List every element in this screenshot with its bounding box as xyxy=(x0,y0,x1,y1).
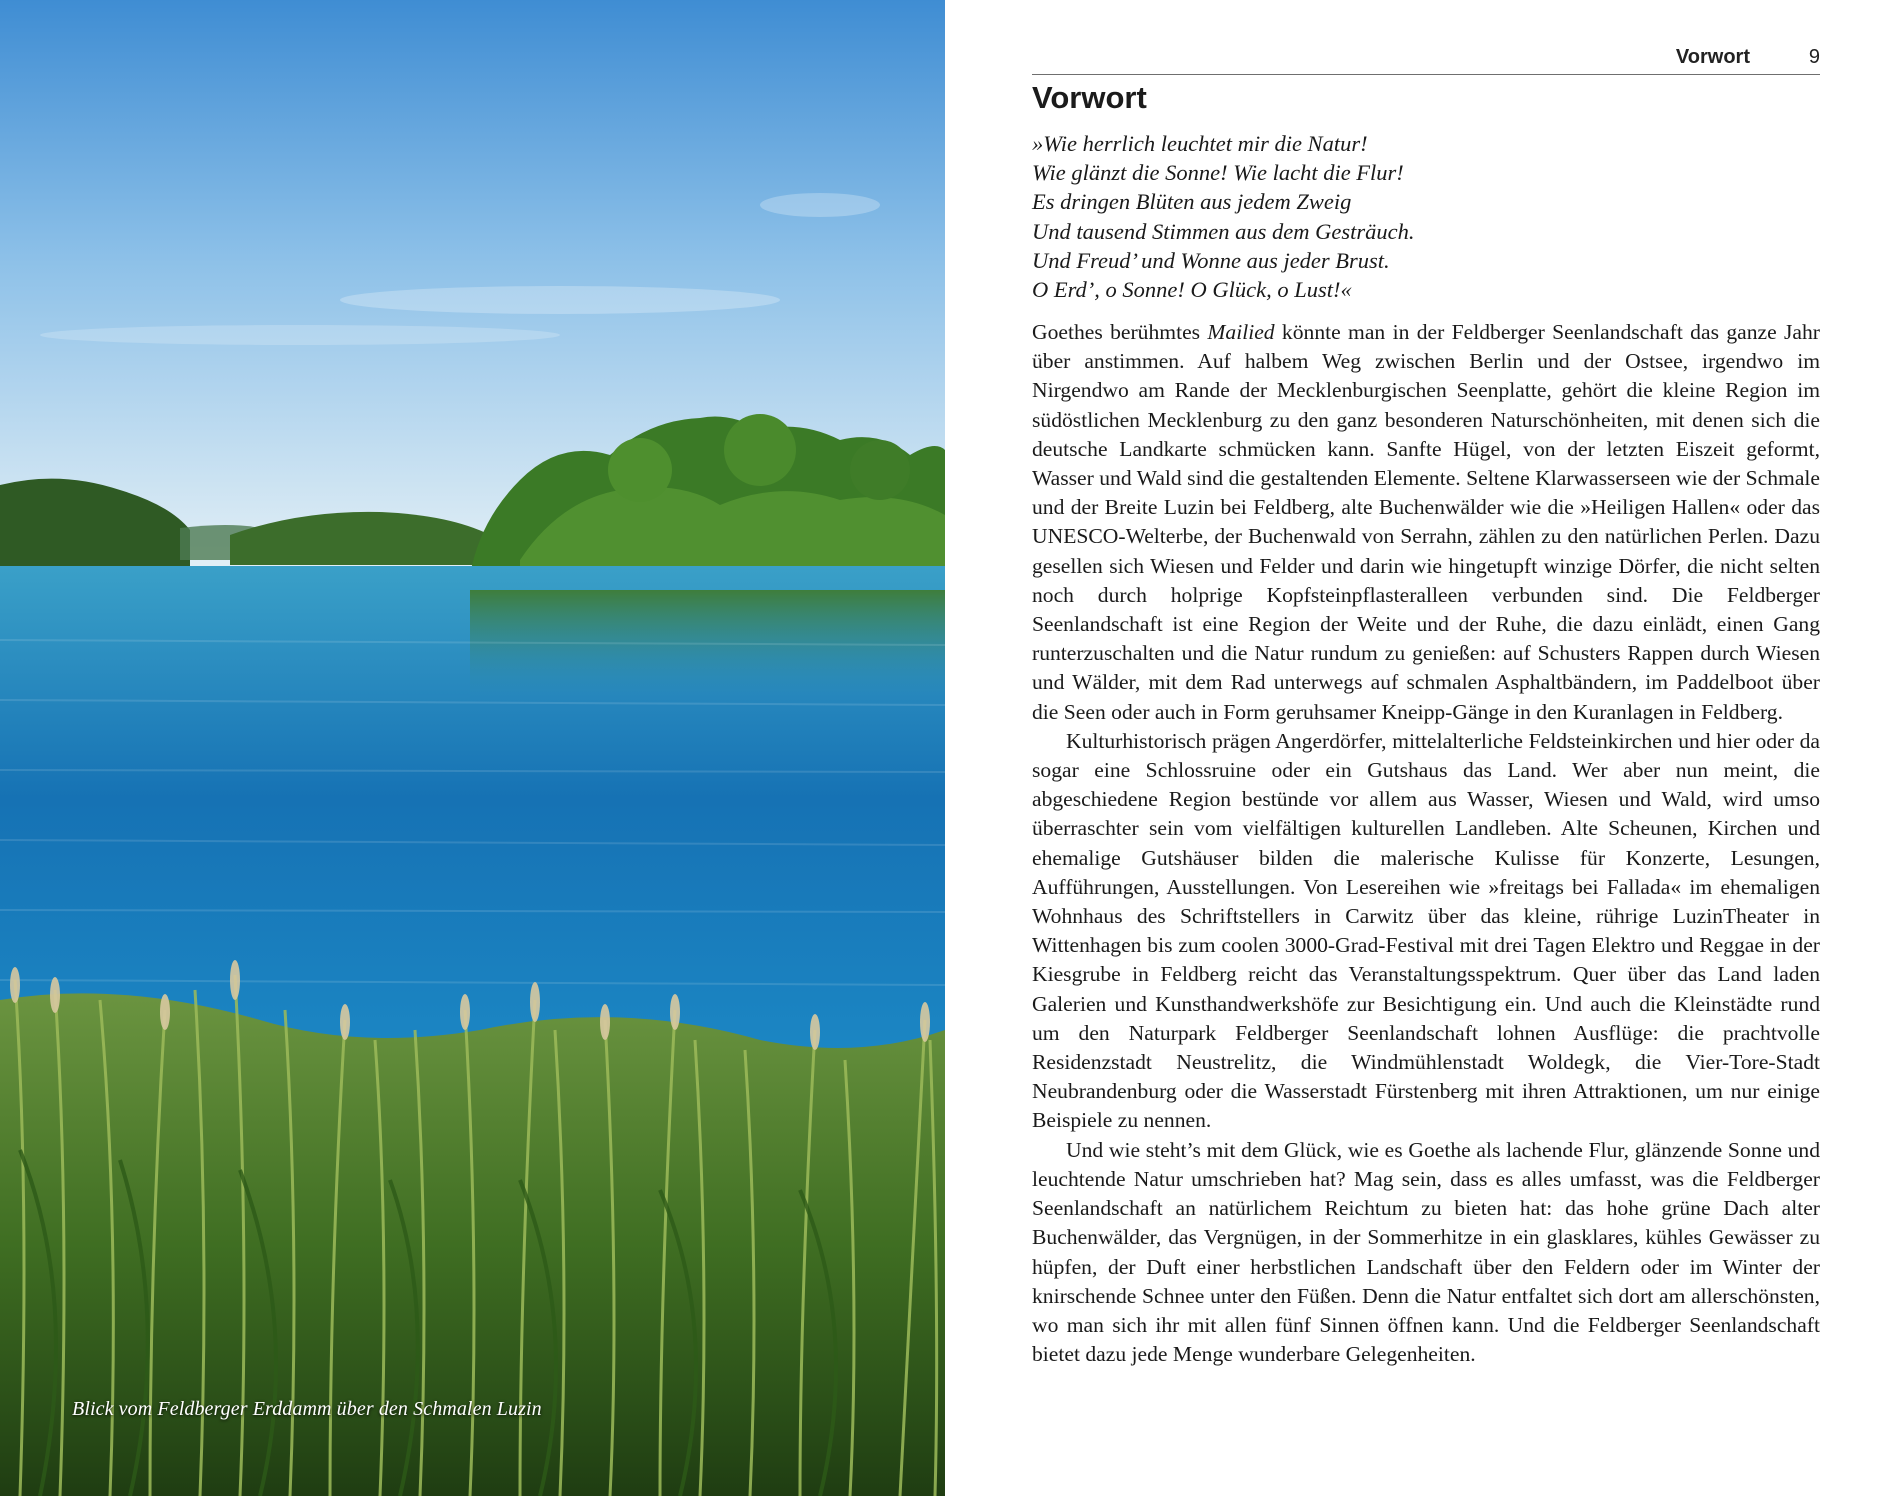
page-number: 9 xyxy=(1808,46,1820,68)
running-head-title: Vorwort xyxy=(1675,46,1750,68)
poem-line: Und Freud’ und Wonne aus jeder Brust. xyxy=(1032,247,1390,273)
paragraph-2: Kulturhistorisch prägen Angerdörfer, mittelalterliche Feldsteinkirchen und hier oder da sogar eine Schlossruine oder ein Gutshaus das Land. Wer aber nun meint, die abgeschiedene Region bestünde vor allem aus Wasser, Wiesen und Wald, wird umso überraschter sein vom vielfältigen kulturellen Landleben. Alte Scheunen, Kirchen und ehemalige Gutshäuser bilden die malerische Kulisse für Konzerte, Lesungen, Aufführungen, Ausstellungen. Von Lesereihen wie »freitags bei Fallada« im ehemaligen Wohnhaus des Schriftstellers in Carwitz über das kleine, rührige LuzinTheater in Wittenhagen bis zum coolen 3000-Grad-Festival mit drei Tagen Elektro und Reggae in der Kiesgrube in Feldberg reicht das Veranstaltungsspektrum. Quer über das Land laden Galerien und Kunsthandwerkshöfe zur Besichtigung ein. Und auch die Kleinstädte rund um den Naturpark Feldberger Seenlandschaft lohnen Ausflüge: die prachtvolle Residenzstadt Neustrelitz, die Windmühlenstadt Woldegk, die Vier-Tore-Stadt Neubrandenburg oder die Wasserstadt Fürstenberg mit ihren Attraktionen, um nur einige Beispiele zu nennen. xyxy=(1032,728,1820,1133)
poem-quote xyxy=(1032,129,1820,304)
poem-line: Es dringen Blüten aus jedem Zweig xyxy=(1032,189,1352,215)
poem-line: Und tausend Stimmen aus dem Gesträuch. xyxy=(1032,218,1415,244)
poem-line: Wie glänzt die Sonne! Wie lacht die Flur! xyxy=(1032,160,1404,186)
paragraph-1-start: Goethes berühmtes xyxy=(1032,320,1208,344)
paragraph-3: Und wie steht’s mit dem Glück, wie es Goethe als lachende Flur, glänzende Sonne und leuchtende Natur umschrieben hat? Mag sein, dass es alles umfasst, was die Feldberger Seenlandschaft an natürlichem Reichtum zu bieten hat: das hohe grüne Dach alter Buchenwälder, das Vergnügen, in der Sommerhitze in ein glasklares, kühles Gewässer zu hüpfen, der Duft einer herbstlichen Landschaft über den Feldern oder im Winter der knirschende Schnee unter den Füßen. Denn die Natur entfaltet sich dort am allerschönsten, wo man sich ihr mit allen fünf Sinnen öffnen kann. Und die Feldberger Seenlandschaft bietet dazu jede Menge wunderbare Gelegenheiten. xyxy=(1032,1137,1820,1367)
running-head xyxy=(1032,46,1820,75)
paragraph-1 xyxy=(1032,318,1820,727)
chapter-title: Vorwort xyxy=(1032,80,1147,115)
poem-line: »Wie herrlich leuchtet mir die Natur! xyxy=(1032,131,1368,156)
body-text xyxy=(1032,318,1820,1369)
text-page xyxy=(1032,0,1820,1496)
work-title-mailied: Mailied xyxy=(1207,320,1275,344)
photo-caption: Blick vom Feldberger Erddamm über den Schmalen Luzin xyxy=(72,1398,542,1420)
poem-line: O Erd’, o Sonne! O Glück, o Lust!« xyxy=(1032,277,1352,303)
paragraph-1-rest: könnte man in der Feldberger Seenlandschaft das ganze Jahr über anstimmen. Auf halbem Weg zwischen Berlin und der Ostsee, irgendwo im Nirgendwo am Rande der Mecklenburgischen Seenplatte, gehört die kleine Region im südöstlichen Mecklenburg zu den ganz besonderen Naturschönheiten, mit denen sich die deutsche Landkarte schmücken kann. Sanfte Hügel, von der letzten Eiszeit geformt, Wasser und Wald sind die gestaltenden Elemente. Seltene Klarwasserseen wie der Schmale und der Breite Luzin bei Feldberg, alte Buchenwälder wie die »Heiligen Hallen« oder das UNESCO-Welterbe, der Buchenwald von Serrahn, zählen zu den natürlichen Perlen. Dazu gesellen sich Wiesen und Felder und darin wie hingetupft winzige Dörfer, die nicht selten noch durch holprige Kopfsteinpflasteralleen verbunden sind. Die Feldberger Seenlandschaft ist eine Region der Weite und der Ruhe, die dazu einlädt, einen Gang runterzuschalten und die Natur rundum zu genießen: auf Schusters Rappen durch Wiesen und Wälder, mit dem Rad unterwegs auf schmalen Asphaltbändern, im Paddelboot über die Seen oder auch in Form geruhsamer Kneipp-Gänge in den Kuranlagen in Feldberg. xyxy=(1032,320,1820,724)
